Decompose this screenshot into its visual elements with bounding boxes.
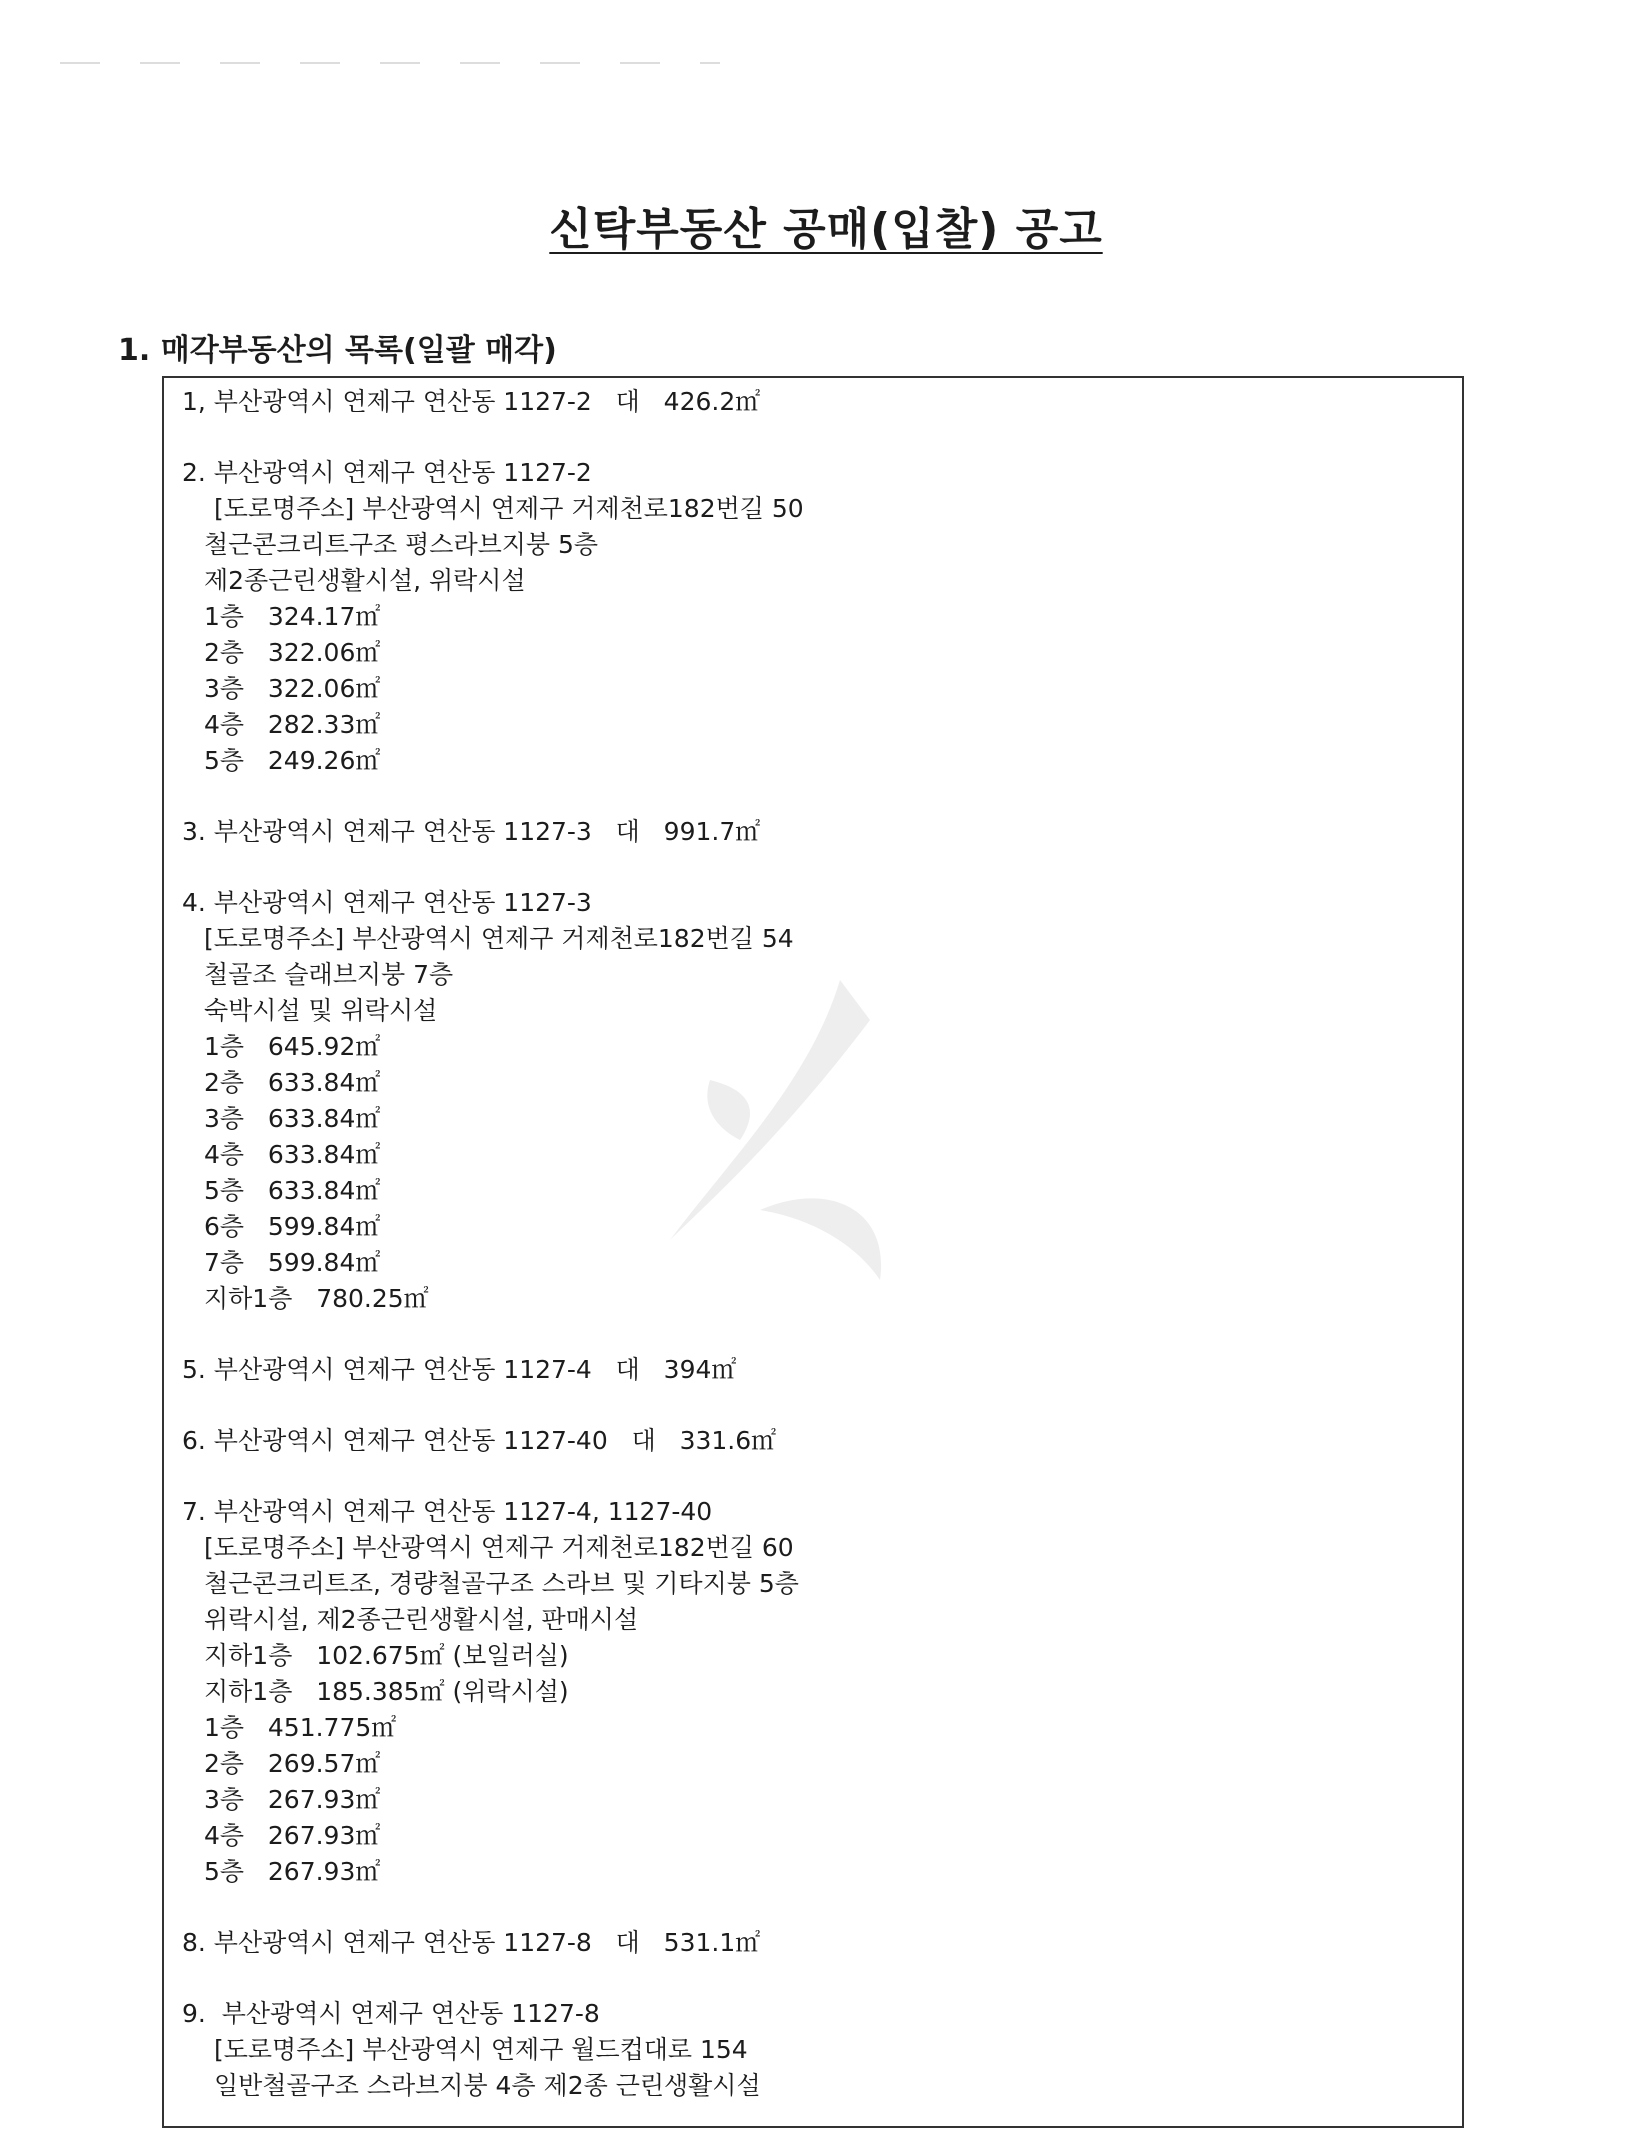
- property-item-heading: 5. 부산광역시 연제구 연산동 1127-4 대 394㎡: [182, 1355, 737, 1384]
- property-item-detail: 7층 599.84㎡: [204, 1248, 381, 1277]
- item-spacer: [182, 1961, 1462, 1996]
- property-item: [182, 1423, 1462, 1459]
- property-item: [182, 1352, 1462, 1388]
- property-item-detail: 4층 633.84㎡: [204, 1140, 381, 1169]
- property-list-box: [162, 376, 1464, 2128]
- property-item: [182, 1925, 1462, 1961]
- item-spacer: [182, 779, 1462, 814]
- property-item-detail: 3층 267.93㎡: [204, 1785, 381, 1814]
- property-item-detail: 철골조 슬래브지붕 7층: [204, 960, 454, 989]
- property-item-detail: 4층 267.93㎡: [204, 1821, 381, 1850]
- property-item: [182, 1996, 1462, 2104]
- item-spacer: [182, 1317, 1462, 1352]
- property-item-detail: [도로명주소] 부산광역시 연제구 거제천로182번길 50: [214, 494, 804, 523]
- property-item: [182, 1494, 1462, 1890]
- property-item-heading: 8. 부산광역시 연제구 연산동 1127-8 대 531.1㎡: [182, 1928, 761, 1957]
- property-item-detail: 일반철골구조 스라브지붕 4층 제2종 근린생활시설: [214, 2071, 761, 2100]
- property-item-detail: 3층 322.06㎡: [204, 674, 381, 703]
- property-item-detail: 제2종근린생활시설, 위락시설: [204, 566, 526, 595]
- property-item-detail: 철근콘크리트구조 평스라브지붕 5층: [204, 530, 599, 559]
- property-item-detail: 1층 451.775㎡: [204, 1713, 397, 1742]
- property-item-detail: 3층 633.84㎡: [204, 1104, 381, 1133]
- property-list: [182, 384, 1462, 2104]
- property-item-heading: 6. 부산광역시 연제구 연산동 1127-40 대 331.6㎡: [182, 1426, 777, 1455]
- property-item-detail: 1층 324.17㎡: [204, 602, 381, 631]
- scan-artifact: [60, 62, 720, 64]
- property-item-detail: [도로명주소] 부산광역시 연제구 월드컵대로 154: [214, 2035, 748, 2064]
- section-heading: 1. 매각부동산의 목록(일괄 매각): [118, 333, 557, 368]
- property-item-detail: 6층 599.84㎡: [204, 1212, 381, 1241]
- property-item-heading: 4. 부산광역시 연제구 연산동 1127-3: [182, 888, 592, 917]
- property-item-detail: 숙박시설 및 위락시설: [204, 996, 438, 1025]
- property-item-detail: 지하1층 102.675㎡ (보일러실): [204, 1641, 569, 1670]
- property-item: [182, 885, 1462, 1317]
- property-item-detail: 5층 267.93㎡: [204, 1857, 381, 1886]
- property-item-detail: 4층 282.33㎡: [204, 710, 381, 739]
- property-item-detail: 1층 645.92㎡: [204, 1032, 381, 1061]
- property-item-detail: [도로명주소] 부산광역시 연제구 거제천로182번길 60: [204, 1533, 794, 1562]
- property-item-heading: 2. 부산광역시 연제구 연산동 1127-2: [182, 458, 592, 487]
- property-item-heading: 1, 부산광역시 연제구 연산동 1127-2 대 426.2㎡: [182, 387, 761, 416]
- property-item-heading: 7. 부산광역시 연제구 연산동 1127-4, 1127-40: [182, 1497, 713, 1526]
- property-item-detail: 지하1층 780.25㎡: [204, 1284, 429, 1313]
- property-item: [182, 814, 1462, 850]
- property-item-detail: 2층 322.06㎡: [204, 638, 381, 667]
- item-spacer: [182, 1388, 1462, 1423]
- item-spacer: [182, 1890, 1462, 1925]
- property-item-detail: 2층 269.57㎡: [204, 1749, 381, 1778]
- property-item-heading: 3. 부산광역시 연제구 연산동 1127-3 대 991.7㎡: [182, 817, 761, 846]
- property-item-detail: [도로명주소] 부산광역시 연제구 거제천로182번길 54: [204, 924, 794, 953]
- page-title: [0, 193, 1652, 257]
- item-spacer: [182, 420, 1462, 455]
- property-item-detail: 5층 633.84㎡: [204, 1176, 381, 1205]
- property-item-detail: 5층 249.26㎡: [204, 746, 381, 775]
- property-item-heading: 9. 부산광역시 연제구 연산동 1127-8: [182, 1999, 600, 2028]
- property-item-detail: 철근콘크리트조, 경량철골구조 스라브 및 기타지붕 5층: [204, 1569, 799, 1598]
- item-spacer: [182, 1459, 1462, 1494]
- property-item-detail: 지하1층 185.385㎡ (위락시설): [204, 1677, 569, 1706]
- property-item: [182, 455, 1462, 779]
- page-title-text: 신탁부동산 공매(입찰) 공고: [549, 204, 1103, 255]
- item-spacer: [182, 850, 1462, 885]
- property-item-detail: 위락시설, 제2종근린생활시설, 판매시설: [204, 1605, 639, 1634]
- property-item: [182, 384, 1462, 420]
- property-item-detail: 2층 633.84㎡: [204, 1068, 381, 1097]
